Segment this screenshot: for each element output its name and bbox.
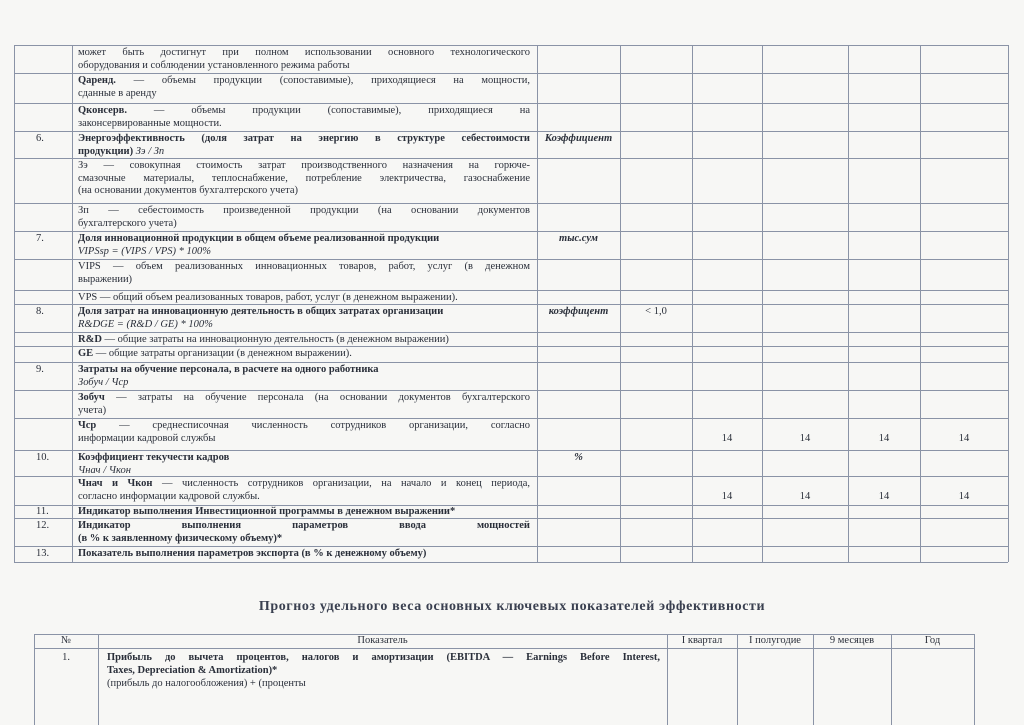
desc-line bbox=[78, 292, 458, 305]
desc-line bbox=[78, 334, 449, 347]
desc-line bbox=[78, 274, 132, 287]
table-row-line bbox=[14, 476, 1008, 477]
forecast-indicator bbox=[107, 652, 660, 665]
title-text: Доля затрат на инновационную деятельность в общих затратах организации bbox=[78, 306, 444, 317]
forecast-row-number: 1. bbox=[62, 652, 70, 663]
desc-line bbox=[78, 348, 352, 361]
title-text: Доля инновационной продукции в общем объеме реализованной продукции bbox=[78, 233, 440, 244]
table-row-line bbox=[14, 259, 1008, 260]
value-cell: 14 bbox=[958, 433, 970, 444]
desc-line bbox=[78, 491, 260, 504]
unit-cell: Коэффициент bbox=[544, 133, 613, 144]
desc-text: — объемы продукции (сопоставимые), приходящиеся на bbox=[126, 105, 530, 116]
value-cell: 14 bbox=[958, 491, 970, 502]
forecast-indicator-sub: (прибыль до налогообложения) + (проценты bbox=[107, 678, 306, 689]
desc-line bbox=[78, 185, 298, 198]
row-number: 12. bbox=[36, 520, 50, 531]
desc-text: Зэ — совокупная стоимость затрат производственного назначения на горюче- bbox=[78, 160, 530, 171]
header-number: № bbox=[60, 635, 72, 646]
table-row-line bbox=[14, 103, 1008, 104]
row-number: 9. bbox=[36, 364, 44, 375]
term-label: Qконсерв. bbox=[78, 105, 127, 116]
title-text: Индикатор выполнения параметров ввода мощностей bbox=[78, 520, 530, 531]
indicator-title bbox=[78, 548, 426, 561]
title-text: Затраты на обучение персонала, в расчете на одного работника bbox=[78, 364, 379, 375]
table-row-line bbox=[14, 290, 1008, 291]
indicator-title bbox=[78, 520, 530, 533]
desc-text: — численность сотрудников организации, на начало и конец периода, bbox=[152, 478, 530, 489]
desc-line bbox=[78, 173, 530, 186]
desc-line bbox=[78, 160, 530, 173]
desc-text: VIPS — объем реализованных инновационных товаров, работ, услуг (в денежном bbox=[78, 261, 530, 272]
row-number: 6. bbox=[36, 133, 44, 144]
desc-text: оборудования и соблюдении установленного режима работы bbox=[78, 59, 350, 71]
unit-cell: коэффицент bbox=[548, 306, 609, 317]
row-number: 13. bbox=[36, 548, 50, 559]
row-number: 10. bbox=[36, 452, 50, 463]
term-label: Зобуч bbox=[78, 392, 105, 403]
desc-text: — объемы продукции (сопоставимые), приходящиеся на мощности, bbox=[115, 75, 530, 86]
desc-text: — среднесписочная численность сотрудников организации, согласно bbox=[96, 420, 530, 431]
table-row-line bbox=[14, 390, 1008, 391]
desc-line bbox=[78, 405, 106, 418]
desc-line bbox=[78, 420, 530, 433]
indicator-title bbox=[78, 133, 530, 146]
desc-text: (на основании документов бухгалтерского учета) bbox=[78, 185, 298, 196]
table-col-line bbox=[1008, 45, 1009, 562]
value-cell: 14 bbox=[878, 433, 890, 444]
desc-line bbox=[78, 433, 215, 446]
forecast-row-line bbox=[34, 648, 974, 649]
desc-text: Зп — себестоимость произведенной продукции (на основании документов bbox=[78, 205, 530, 216]
forecast-indicator-text: Прибыль до вычета процентов, налогов и амортизации (EBITDA — Earnings Before Interest, bbox=[107, 652, 660, 663]
indicator-title bbox=[78, 533, 282, 546]
desc-line bbox=[78, 218, 177, 231]
row-number: 7. bbox=[36, 233, 44, 244]
desc-text: бухгалтерского учета) bbox=[78, 217, 177, 229]
value-cell: 14 bbox=[721, 491, 733, 502]
table-row-line bbox=[14, 231, 1008, 232]
table-row-line bbox=[14, 45, 1008, 46]
header-9m: 9 месяцев bbox=[829, 635, 875, 646]
table-row-line bbox=[14, 332, 1008, 333]
desc-text: VPS — общий объем реализованных товаров, работ, услуг (в денежном выражении). bbox=[78, 292, 458, 303]
desc-text: учета) bbox=[78, 404, 107, 416]
title-text: (в % к заявленному физическому объему)* bbox=[78, 532, 283, 544]
desc-line bbox=[78, 75, 530, 88]
formula: Чнач / Чкон bbox=[78, 464, 131, 476]
title-text: Показатель выполнения параметров экспорта (в % к денежному объему) bbox=[78, 548, 427, 559]
table-row-line bbox=[14, 418, 1008, 419]
forecast-indicator-text: Taxes, Depreciation & Amortization)* bbox=[107, 665, 278, 676]
desc-line bbox=[78, 118, 222, 131]
desc-text: смазочные материалы, теплоснабжение, потребление электричества, газоснабжение bbox=[78, 172, 530, 184]
desc-text: сданные в аренду bbox=[78, 87, 157, 99]
desc-text: — общие затраты организации (в денежном выражении). bbox=[93, 348, 352, 359]
table-row-line bbox=[14, 131, 1008, 132]
indicator-title bbox=[78, 364, 379, 377]
forecast-col-line bbox=[974, 634, 975, 725]
value-cell: 14 bbox=[799, 491, 811, 502]
desc-text: выражении) bbox=[78, 273, 133, 285]
unit-cell: % bbox=[574, 452, 583, 463]
row-number: 11. bbox=[36, 506, 49, 517]
term-label: Чнач и Чкон bbox=[78, 478, 153, 489]
table-row-line bbox=[14, 73, 1008, 74]
unit-cell: тыс.сум bbox=[559, 233, 598, 244]
indicator-title bbox=[78, 506, 455, 519]
desc-line bbox=[78, 205, 530, 218]
table-row-line bbox=[14, 158, 1008, 159]
title-text: Коэффициент текучести кадров bbox=[78, 452, 230, 463]
table-row-line bbox=[14, 362, 1008, 363]
desc-text: согласно информации кадровой службы. bbox=[78, 490, 260, 502]
title-text: продукции) bbox=[78, 145, 136, 157]
desc-text: информации кадровой службы bbox=[78, 432, 216, 444]
table-row-line bbox=[14, 562, 1008, 563]
desc-text: законсервированные мощности. bbox=[78, 117, 222, 129]
forecast-title: Прогноз удельного веса основных ключевых показателей эффективности bbox=[258, 599, 766, 614]
term-label: R&D bbox=[78, 334, 102, 345]
desc-line bbox=[78, 60, 350, 73]
value-cell: 14 bbox=[799, 433, 811, 444]
desc-text: может быть достигнут при полном использовании основного технологического bbox=[78, 47, 530, 58]
term-label: Чср bbox=[78, 420, 97, 431]
desc-line bbox=[78, 105, 530, 118]
desc-line bbox=[78, 88, 157, 101]
formula: VIPSsp = (VIPS / VPS) * 100% bbox=[78, 245, 212, 257]
forecast-indicator bbox=[107, 665, 277, 678]
indicator-title bbox=[78, 452, 229, 465]
desc-line bbox=[78, 261, 530, 274]
row-number: 8. bbox=[36, 306, 44, 317]
desc-line bbox=[78, 392, 530, 405]
value-cell: 14 bbox=[721, 433, 733, 444]
desc-line bbox=[78, 47, 530, 60]
header-h1: I полугодие bbox=[749, 635, 801, 646]
title-text: Энергоэффективность (доля затрат на энергию в структуре себестоимости bbox=[78, 133, 530, 144]
value-cell: 14 bbox=[878, 491, 890, 502]
term-label: Qаренд. bbox=[78, 75, 116, 86]
header-year: Год bbox=[924, 635, 941, 646]
indicator-title bbox=[78, 146, 164, 159]
header-q1: I квартал bbox=[681, 635, 723, 646]
desc-text: — затраты на обучение персонала (на основании документов бухгалтерского bbox=[104, 392, 530, 403]
desc-line bbox=[78, 478, 530, 491]
formula: R&DGE = (R&D / GE) * 100% bbox=[78, 318, 213, 330]
table-row-line bbox=[14, 546, 1008, 547]
indicator-title bbox=[78, 233, 439, 246]
table-row-line bbox=[14, 450, 1008, 451]
formula: Зобуч / Чср bbox=[78, 376, 129, 388]
term-label: GE bbox=[78, 348, 94, 359]
formula-text: Зэ / Зп bbox=[135, 145, 165, 157]
indicator-title bbox=[78, 306, 443, 319]
title-text: Индикатор выполнения Инвестиционной программы в денежном выражении* bbox=[78, 506, 456, 517]
target-cell: < 1,0 bbox=[645, 306, 667, 317]
header-indicator: Показатель bbox=[357, 635, 408, 646]
desc-text: — общие затраты на инновационную деятельность (в денежном выражении) bbox=[101, 334, 449, 345]
table-row-line bbox=[14, 203, 1008, 204]
